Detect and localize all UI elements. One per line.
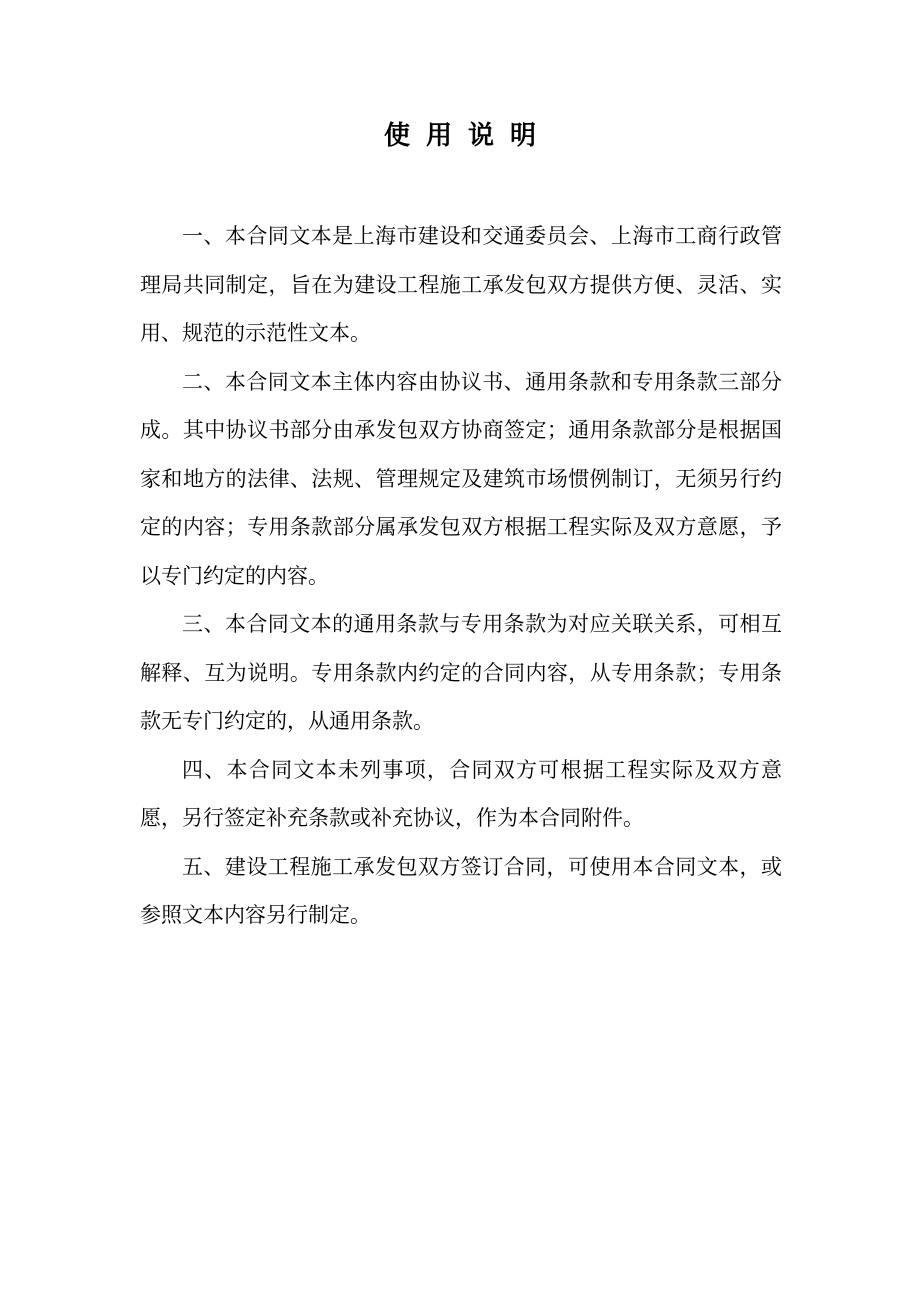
paragraph-5: 五、建设工程施工承发包双方签订合同，可使用本合同文本，或参照文本内容另行制定。: [140, 854, 782, 927]
paragraph-1: 一、本合同文本是上海市建设和交通委员会、上海市工商行政管理局共同制定，旨在为建设工程施工承发包双方提供方便、灵活、实用、规范的示范性文本。: [140, 224, 782, 345]
paragraph-4: 四、本合同文本未列事项，合同双方可根据工程实际及双方意愿，另行签定补充条款或补充协议，作为本合同附件。: [140, 757, 782, 830]
page-title: 使用说明: [383, 121, 552, 151]
paragraph-3: 三、本合同文本的通用条款与专用条款为对应关联关系，可相互解释、互为说明。专用条款内约定的合同内容，从专用条款；专用条款无专门约定的，从通用条款。: [140, 612, 782, 733]
paragraph-2: 二、本合同文本主体内容由协议书、通用条款和专用条款三部分成。其中协议书部分由承发包双方协商签定；通用条款部分是根据国家和地方的法律、法规、管理规定及建筑市场惯例制订，无须另行约定的内容；专用条款部分属承发包双方根据工程实际及双方意愿，予以专门约定的内容。: [140, 369, 782, 588]
document-body: [140, 212, 782, 940]
